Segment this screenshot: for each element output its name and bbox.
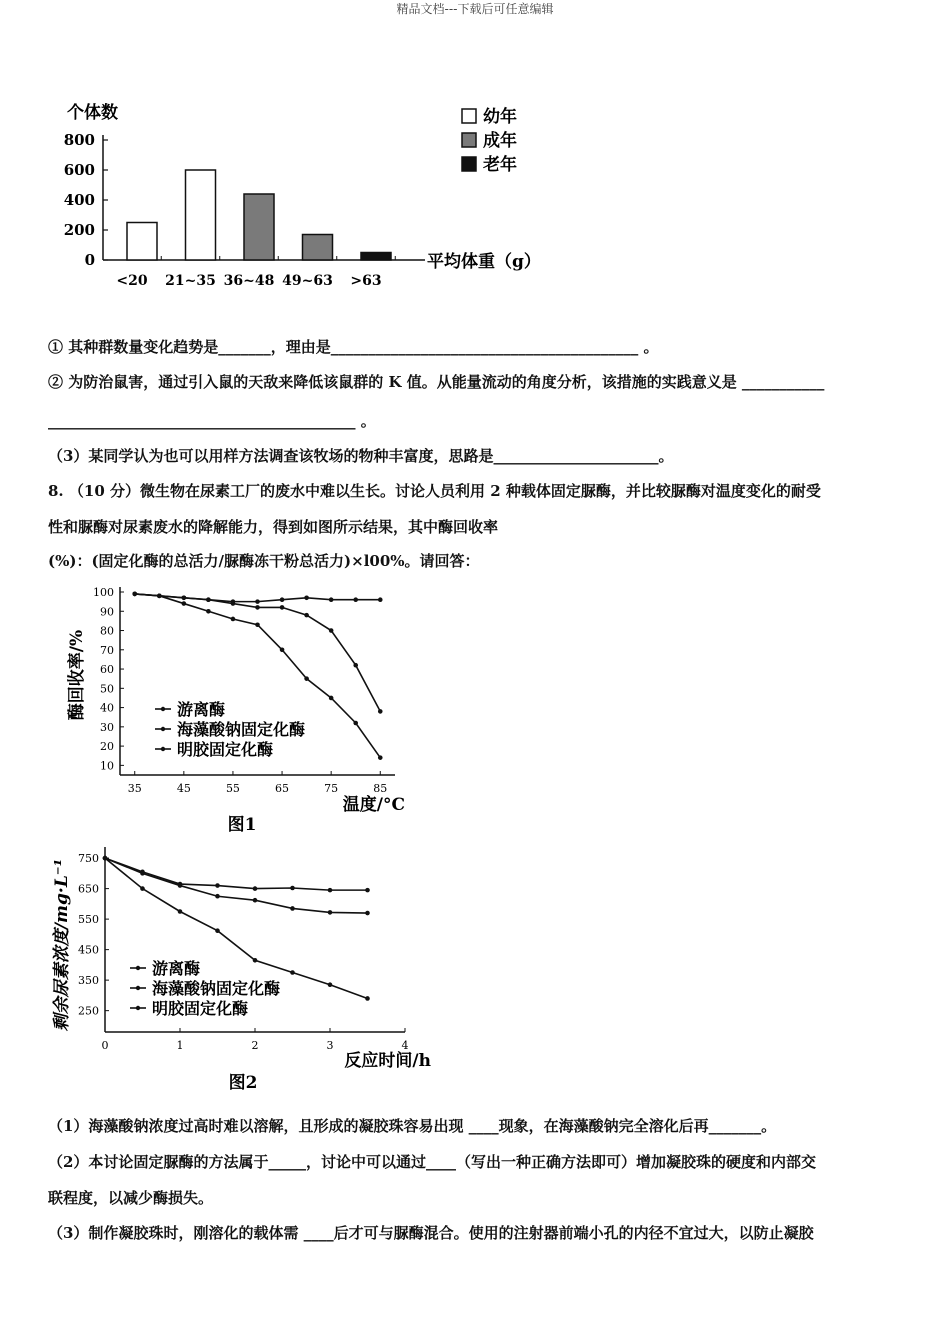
bar-series [127,170,391,260]
data-point [329,696,334,701]
data-point [290,970,295,975]
fig2-xlabel: 反应时间/h [344,1051,431,1071]
fig2-legend [130,959,280,1018]
data-point [215,928,220,933]
legend-label: 老年 [483,155,517,175]
fig2-title: 图2 [228,1073,258,1093]
data-point [290,906,295,911]
x-tick-label: 55 [225,782,240,795]
data-point [215,883,220,888]
data-point [328,910,333,915]
legend-label: 幼年 [483,107,517,127]
fig1-legend [155,700,305,759]
legend-label: 海藻酸钠固定化酶 [152,979,281,998]
data-point [280,647,285,652]
legend-label: 海藻酸钠固定化酶 [177,720,306,739]
data-point [206,609,211,614]
data-point [231,617,236,622]
data-point [103,856,108,861]
y-tick-label: 250 [78,1004,99,1018]
problem-8-line1: 8. （10 分）微生物在尿素工厂的废水中难以生长。讨论人员利用 2 种载体固定脲酶，并比较脲酶对温度变化的耐受 [48,482,821,500]
data-point [353,663,358,668]
series-line [105,858,368,998]
y-tick-label: 0 [84,251,95,269]
data-point [328,982,333,987]
y-tick-label: 40 [100,701,114,715]
x-tick-label: 36~48 [223,273,275,289]
y-tick-label: 750 [78,852,99,866]
data-point [253,958,258,963]
page-header: 精品文档---下载后可任意编辑 [396,2,554,16]
y-tick-label: 600 [63,161,95,179]
legend-marker [161,727,165,731]
x-tick-label: 1 [176,1039,184,1052]
fig1-xlabel: 温度/°C [342,795,405,815]
y-tick-label: 50 [100,682,114,696]
data-point [255,605,260,610]
data-point [328,888,333,893]
problem-8-line2: 性和脲酶对尿素废水的降解能力，得到如图所示结果，其中酶回收率 [48,518,499,536]
legend-swatch [462,157,476,171]
data-point [378,755,383,760]
data-point [365,911,370,916]
x-tick-label: <20 [116,273,148,289]
x-axis-label: 平均体重（g） [427,252,541,272]
legend-marker [161,747,165,751]
legend-label: 游离酶 [152,959,201,978]
x-tick-label: 75 [324,782,339,795]
data-point [178,883,183,888]
question-2: ② 为防治鼠害，通过引入鼠的天敌来降低该鼠群的 K 值。从能量流动的角度分析，该措施的实践意义是 ___________ [48,373,825,391]
x-tick-label: 2 [251,1039,259,1052]
y-tick-label: 10 [100,759,114,773]
legend-marker [136,966,140,970]
data-point [280,605,285,610]
fig1-axes [93,586,395,795]
y-tick-label: 30 [100,720,114,734]
bar-chart [55,95,565,300]
data-point [132,592,137,597]
legend-label: 成年 [483,131,517,151]
y-tick-label: 20 [100,740,114,754]
bar-axes [64,131,541,289]
data-point [231,601,236,606]
answer-2: （2）本讨论固定脲酶的方法属于_____，讨论中可以通过____（写出一种正确方法即可）增加凝胶珠的硬度和内部交 [48,1153,816,1171]
figure-1-chart [60,580,420,835]
y-tick-label: 200 [63,221,95,239]
bar [127,223,157,261]
bar-ylabel: 个体数 [67,103,118,123]
data-point [365,996,370,1001]
data-point [255,622,260,627]
legend-swatch [462,133,476,147]
x-tick-label: 21~35 [165,273,216,289]
data-point [157,594,162,599]
bar [244,194,274,260]
x-tick-label: 49~63 [282,273,333,289]
y-tick-label: 450 [78,943,99,957]
bar [303,235,333,261]
y-tick-label: 650 [78,882,99,896]
legend-label: 明胶固定化酶 [177,740,274,759]
data-point [178,909,183,914]
answer-3: （3）制作凝胶珠时，刚溶化的载体需 ____后才可与脲酶混合。使用的注射器前端小孔的内径不宜过大，以防止凝胶 [48,1224,814,1242]
data-point [304,613,309,618]
data-point [140,871,145,876]
question-2-cont: _________________________________________ 。 [48,412,376,430]
data-point [253,898,258,903]
legend-marker [136,986,140,990]
y-tick-label: 550 [78,913,99,927]
question-1: ① 其种群数量变化趋势是_______，理由是_________________________________________ 。 [48,338,659,356]
question-3: （3）某同学认为也可以用样方法调查该牧场的物种丰富度，思路是______________________。 [48,447,674,465]
x-tick-label: 65 [275,782,290,795]
series-line [135,594,381,712]
answer-2-cont: 联程度，以减少酶损失。 [48,1189,214,1207]
legend-label: 明胶固定化酶 [152,999,249,1018]
y-tick-label: 60 [100,663,114,677]
data-point [365,888,370,893]
data-point [253,886,258,891]
x-tick-label: >63 [350,273,382,289]
data-point [353,597,358,602]
figure-2-chart [45,840,445,1095]
x-tick-label: 3 [326,1039,334,1052]
data-point [304,676,309,681]
fig1-ylabel: 酶回收率/% [67,629,87,721]
data-point [206,597,211,602]
legend-swatch [462,109,476,123]
data-point [378,709,383,714]
data-point [182,601,187,606]
bar-legend [462,106,517,175]
y-tick-label: 400 [63,191,95,209]
data-point [329,597,334,602]
data-point [290,886,295,891]
data-point [378,597,383,602]
bar [361,253,391,261]
data-point [140,886,145,891]
fig2-ylabel: 剩余尿素浓度/mg·L⁻¹ [52,858,72,1032]
data-point [353,721,358,726]
data-point [255,599,260,604]
y-tick-label: 90 [100,605,114,619]
data-point [215,894,220,899]
y-tick-label: 800 [63,131,95,149]
x-tick-label: 45 [176,782,191,795]
x-tick-label: 0 [101,1039,109,1052]
problem-8-line3: (%)：(固定化酶的总活力/脲酶冻干粉总活力)×l00%。请回答： [48,552,480,570]
legend-marker [136,1006,140,1010]
data-point [329,628,334,633]
y-tick-label: 100 [93,586,114,599]
x-tick-label: 35 [127,782,142,795]
series-line [105,858,368,913]
data-point [280,597,285,602]
fig2-axes [78,847,409,1052]
x-tick-label: 85 [373,782,388,795]
fig1-title: 图1 [227,815,257,835]
y-tick-label: 350 [78,974,99,988]
legend-marker [161,707,165,711]
legend-label: 游离酶 [177,700,226,719]
y-tick-label: 70 [100,643,114,657]
x-tick-label: 4 [401,1039,409,1052]
data-point [304,595,309,600]
y-tick-label: 80 [100,624,114,638]
data-point [182,595,187,600]
bar [186,170,216,260]
answer-1: （1）海藻酸钠浓度过高时难以溶解，且形成的凝胶珠容易出现 ____现象，在海藻酸钠完全溶化后再_______。 [48,1117,777,1135]
